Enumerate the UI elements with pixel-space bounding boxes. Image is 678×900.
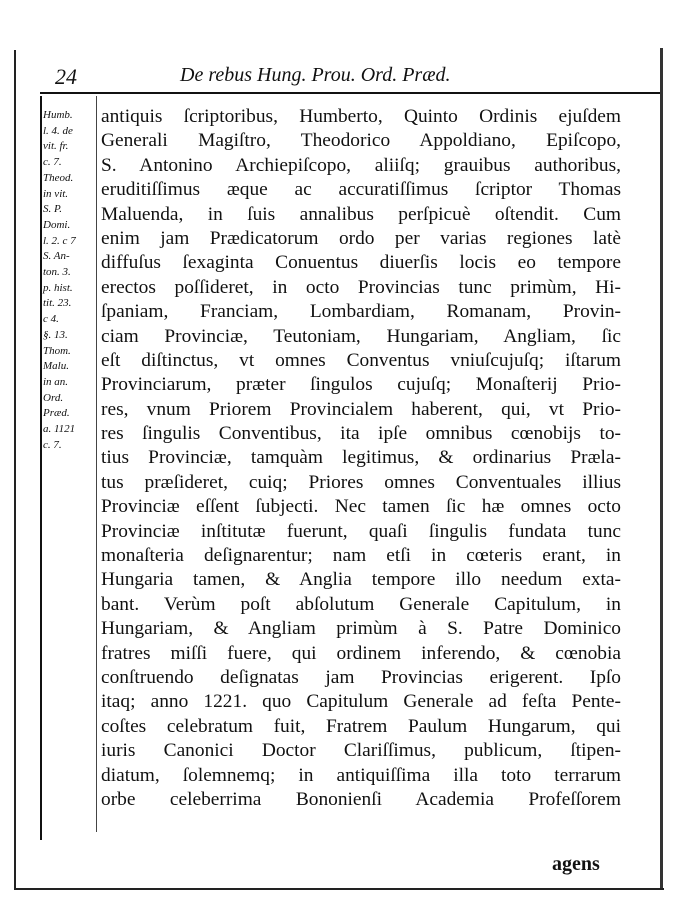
text-line: diatum, ſolemnemq; in antiquiſſima illa toto terrarum: [101, 764, 621, 786]
catchword: agens: [552, 853, 600, 875]
text-line: Provinciæ inſtitutæ fuerunt, quaſi ſingulis fundata tunc: [101, 520, 621, 542]
margin-note-line: c. 7.: [43, 156, 62, 169]
text-line: antiquis ſcriptoribus, Humberto, Quinto Ordinis ejuſdem: [101, 106, 621, 127]
margin-note-line: c 4.: [43, 313, 59, 326]
text-line: S. Antonino Archiepiſcopo, aliiſq; grauibus authoribus,: [101, 154, 621, 176]
header-rule: [40, 92, 660, 94]
text-line: enim jam Prædicatorum ordo per varias regiones latè: [101, 227, 621, 249]
margin-note-line: in vit.: [43, 187, 69, 200]
text-line: eſt diſtinctus, vt omnes Conventus vniuſcujuſq; iſtarum: [101, 349, 621, 371]
margin-note-line: p. hist.: [43, 281, 73, 294]
text-line: diffuſus ſexaginta Conuentus diuerſis locis eo tempore: [101, 252, 621, 274]
page-edge-right: [660, 48, 663, 890]
text-line: eruditiſſimus æque ac accuratiſſimus ſcriptor Thomas: [101, 179, 621, 201]
margin-note-line: Malu.: [43, 360, 69, 373]
margin-note-line: ton. 3.: [43, 266, 71, 279]
margin-note-line: S. P.: [43, 203, 63, 216]
text-line: Provinciæ eſſent ſubjecti. Nec tamen ſic hæ omnes octo: [101, 496, 621, 518]
margin-notes: [43, 108, 95, 453]
text-line: itaq; anno 1221. quo Capitulum Generale ad feſta Pente-: [101, 691, 621, 713]
text-line: orbe celeberrima Bononienſi Academia Profeſſorem: [101, 788, 621, 810]
text-line: iuris Canonici Doctor Clariſſimus, publicum, ſtipen-: [101, 740, 621, 762]
text-line: erectos poſſideret, in octo Provincias tunc primùm, Hi-: [101, 276, 621, 298]
text-line: ciam Provinciæ, Teutoniam, Hungariam, Angliam, ſic: [101, 325, 621, 347]
margin-note-line: Ord.: [43, 391, 64, 404]
main-text-block: [101, 105, 621, 812]
text-line: conſtruendo deſignatas jam Provincias erigerent. Ipſo: [101, 666, 621, 688]
text-line: Provinciarum, præter ſingulos cujuſq; Monaſterij Prio-: [101, 374, 621, 396]
margin-note-line: Præd.: [43, 407, 70, 420]
text-frame-left-rule: [40, 96, 42, 840]
margin-note-line: l. 2. c 7: [43, 234, 76, 247]
page-number: 24: [55, 64, 77, 89]
margin-note-line: Thom.: [43, 344, 71, 357]
text-line: fratres miſſi fuere, qui ordinem inferendo, & cœnobia: [101, 642, 621, 664]
text-line: Generali Magiſtro, Theodorico Appoldiano, Epiſcopo,: [101, 130, 621, 152]
text-line: res ſingulis Conventibus, ita ipſe omnibus cœnobijs to-: [101, 423, 621, 445]
margin-note-line: a. 1121: [43, 423, 76, 436]
margin-column-divider: [96, 96, 97, 832]
margin-note-line: l. 4. de: [43, 124, 73, 137]
text-line: tius Provinciæ, tamquàm legitimus, & ordinarius Præla-: [101, 447, 621, 469]
text-line: Hungaria tamen, & Anglia tempore illo needum exta-: [101, 569, 621, 591]
text-line: res, vnum Priorem Provincialem haberent, qui, vt Prio-: [101, 398, 621, 420]
margin-note-line: c. 7.: [43, 438, 62, 451]
text-line: monaſteria deſignarentur; nam etſi in cœteris erant, in: [101, 545, 621, 567]
running-head: De rebus Hung. Prou. Ord. Præd.: [180, 64, 451, 86]
margin-note-line: Domi.: [43, 218, 71, 231]
margin-note-line: Theod.: [43, 171, 74, 184]
text-line: ſpaniam, Franciam, Lombardiam, Romanam, Provin-: [101, 301, 621, 323]
margin-note-line: vit. fr.: [43, 140, 69, 153]
text-line: Hungariam, & Angliam primùm à S. Patre Dominico: [101, 618, 621, 640]
text-line: tus præſideret, cuiq; Priores omnes Conventuales illius: [101, 471, 621, 493]
margin-note-line: Humb.: [43, 109, 73, 121]
margin-note-line: S. An-: [43, 250, 70, 263]
margin-note-line: tit. 23.: [43, 297, 72, 310]
text-line: coſtes celebratum fuit, Fratrem Paulum Hungarum, qui: [101, 715, 621, 737]
page-edge-left: [14, 50, 16, 890]
margin-note-line: §. 13.: [43, 328, 68, 341]
page-edge-bottom: [14, 888, 664, 890]
margin-note-line: in an.: [43, 375, 69, 388]
text-line: Maluenda, in ſuis annalibus perſpicuè oſtendit. Cum: [101, 203, 621, 225]
text-line: bant. Verùm poſt abſolutum Generale Capitulum, in: [101, 593, 621, 615]
